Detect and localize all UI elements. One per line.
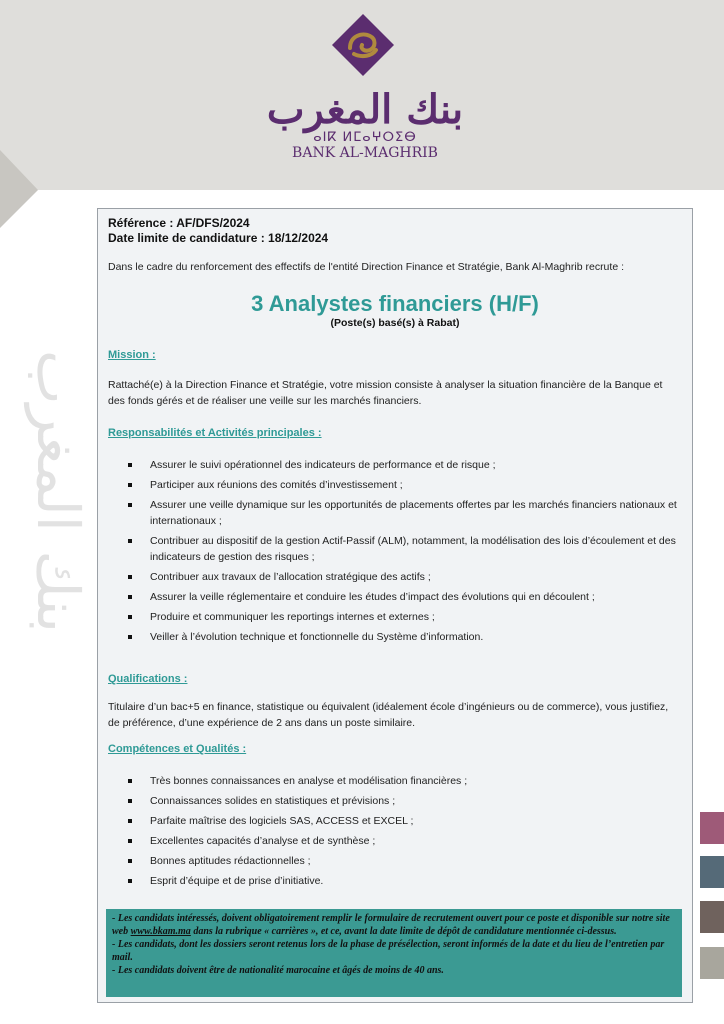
qualifications-heading: Qualifications : xyxy=(108,673,188,685)
bank-logo xyxy=(250,10,480,160)
reference-line: Référence : AF/DFS/2024 xyxy=(108,216,250,230)
bullet-icon xyxy=(128,463,132,467)
color-swatch-3 xyxy=(700,901,724,933)
list-item-text: Contribuer aux travaux de l’allocation stratégique des actifs ; xyxy=(150,571,431,583)
job-location: (Poste(s) basé(s) à Rabat) xyxy=(330,317,460,329)
list-item xyxy=(120,853,680,869)
bullet-icon xyxy=(128,539,132,543)
list-item xyxy=(120,873,680,889)
list-item-text: Très bonnes connaissances en analyse et modélisation financières ; xyxy=(150,775,468,787)
responsibilities-heading: Responsabilités et Activités principales : xyxy=(108,427,322,439)
list-item-text: Contribuer au dispositif de la gestion Actif-Passif (ALM), notamment, la modélisation des lois d’écoulement et des indicateurs de gestion des risques ; xyxy=(150,535,676,563)
list-item-text: Veiller à l’évolution technique et fonctionnelle du Système d’information. xyxy=(150,631,484,643)
logo-arabic-text: بنك المغرب xyxy=(266,86,464,133)
list-item-text: Participer aux réunions des comités d’investissement ; xyxy=(150,479,403,491)
list-item-text: Parfaite maîtrise des logiciels SAS, ACCESS et EXCEL ; xyxy=(150,815,414,827)
bullet-icon xyxy=(128,503,132,507)
list-item xyxy=(120,813,680,829)
qualifications-text: Titulaire d’un bac+5 en finance, statistique ou équivalent (idéalement école d’ingénieurs ou de commerce), vous justifiez, de préférence, d’une expérience de 2 ans dans un poste similaire. xyxy=(108,701,669,729)
list-item xyxy=(120,793,680,809)
logo-latin-text: BANK AL-MAGHRIB xyxy=(292,145,438,161)
list-item-text: Bonnes aptitudes rédactionnelles ; xyxy=(150,855,311,867)
color-swatch-1 xyxy=(700,812,724,844)
list-item xyxy=(120,773,680,789)
mission-heading: Mission : xyxy=(108,349,156,361)
list-item xyxy=(120,833,680,849)
list-item xyxy=(120,533,680,565)
notice-text: - Les candidats intéressés, doivent obligatoirement remplir le formulaire de recrutement ouvert pour ce poste et disponible sur notre site web xyxy=(112,913,670,937)
notice-line-1 xyxy=(112,912,676,938)
list-item xyxy=(120,477,680,493)
color-swatch-2 xyxy=(700,856,724,888)
color-swatch-4 xyxy=(700,947,724,979)
bullet-icon xyxy=(128,779,132,783)
bullet-icon xyxy=(128,839,132,843)
skills-heading: Compétences et Qualités : xyxy=(108,743,247,755)
list-item-text: Assurer une veille dynamique sur les opportunités de placements offertes par les marchés financiers nationaux et internationaux ; xyxy=(150,499,677,527)
website-link[interactable]: www.bkam.ma xyxy=(130,926,191,937)
bullet-icon xyxy=(128,575,132,579)
list-item xyxy=(120,497,680,529)
job-posting-card xyxy=(97,208,693,1003)
bullet-icon xyxy=(128,859,132,863)
list-item-text: Excellentes capacités d’analyse et de synthèse ; xyxy=(150,835,376,847)
notice-line-3: - Les candidats doivent être de nationalité marocaine et âgés de moins de 40 ans. xyxy=(112,965,444,976)
bullet-icon xyxy=(128,635,132,639)
list-item-text: Produire et communiquer les reportings internes et externes ; xyxy=(150,611,435,623)
list-item-text: Connaissances solides en statistiques et prévisions ; xyxy=(150,795,396,807)
logo-tifinagh-text: ⴰⵏⴽ ⵍⵎⴰⵖⵔⵉⴱ xyxy=(313,130,417,145)
list-item xyxy=(120,569,680,585)
bullet-icon xyxy=(128,879,132,883)
skills-list xyxy=(120,773,680,893)
mission-text: Rattaché(e) à la Direction Finance et Stratégie, votre mission consiste à analyser la situation financière de la Banque et des fonds gérés et de réaliser une veille sur les marchés financiers. xyxy=(108,379,663,407)
job-title: 3 Analystes financiers (H/F) xyxy=(251,291,539,316)
application-notice xyxy=(106,909,682,997)
responsibilities-list xyxy=(120,457,680,649)
list-item xyxy=(120,629,680,645)
bullet-icon xyxy=(128,615,132,619)
bullet-icon xyxy=(128,595,132,599)
bullet-icon xyxy=(128,799,132,803)
list-item-text: Esprit d’équipe et de prise d’initiative. xyxy=(150,875,324,887)
deadline-line: Date limite de candidature : 18/12/2024 xyxy=(108,231,329,245)
bullet-icon xyxy=(128,483,132,487)
list-item-text: Assurer la veille réglementaire et conduire les études d’impact des évolutions qui en découlent ; xyxy=(150,591,595,603)
list-item xyxy=(120,589,680,605)
diamond-emblem-icon xyxy=(332,14,394,76)
notice-line-2: - Les candidats, dont les dossiers seront retenus lors de la phase de présélection, seront informés de la date et du lieu de l’entretien par mail. xyxy=(112,939,665,963)
bullet-icon xyxy=(128,819,132,823)
chevron-decoration xyxy=(0,0,40,230)
notice-text: dans la rubrique « carrières », et ce, avant la date limite de dépôt de candidature mentionnée ci-dessus. xyxy=(190,926,617,937)
list-item xyxy=(120,457,680,473)
list-item xyxy=(120,609,680,625)
intro-text: Dans le cadre du renforcement des effectifs de l'entité Direction Finance et Stratégie, Bank Al-Maghrib recrute : xyxy=(108,261,624,273)
watermark-calligraphy: بنك المغرب xyxy=(24,350,92,633)
list-item-text: Assurer le suivi opérationnel des indicateurs de performance et de risque ; xyxy=(150,459,496,471)
